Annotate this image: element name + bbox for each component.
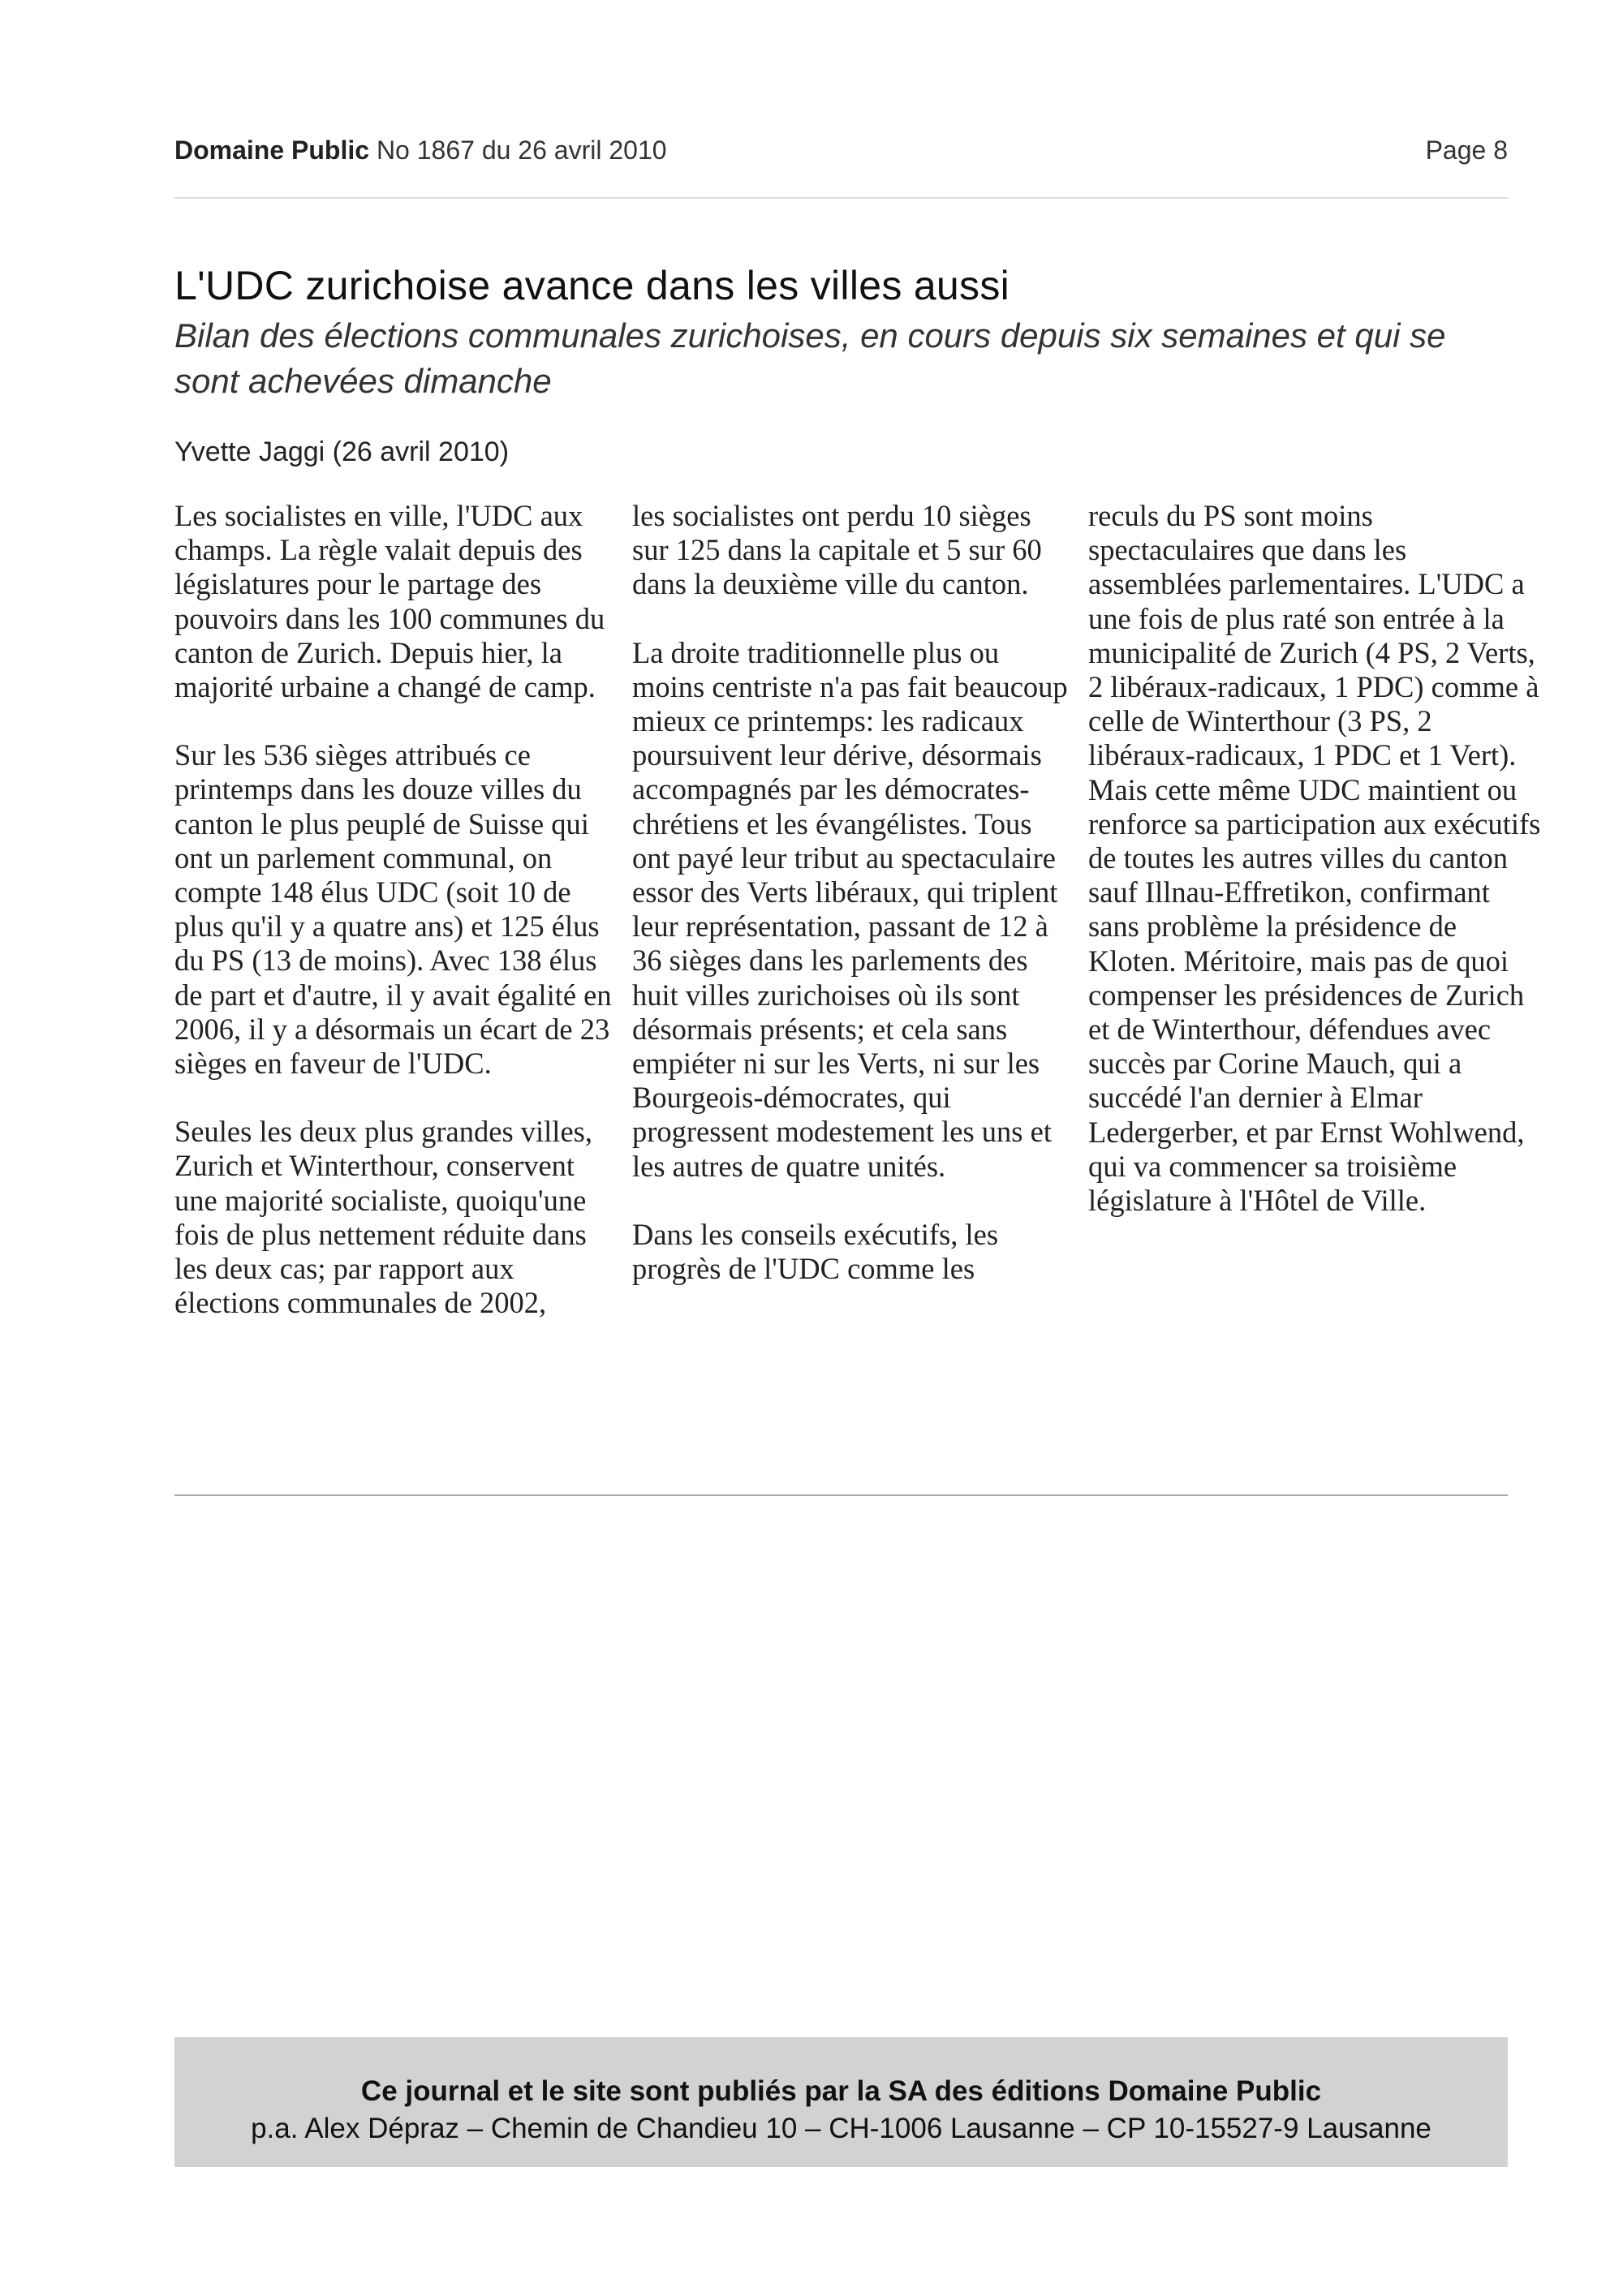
paragraph: reculs du PS sont moins spectaculaires que dans les assemblées parlementaires. L'UDC a une fois de plus raté son entrée à la municipalité de Zurich (4 PS, 2 Verts, 2 libéraux-radicaux, 1 PDC) comme à celle de Winterthour (3 PS, 2 libéraux-radicaux, 1 PDC et 1 Vert). Mais cette même UDC maintient ou renforce sa participation aux exécutifs de toutes les autres villes du canton sauf Illnau-Effretikon, confirmant sans problème la présidence de Kloten. Méritoire, mais pas de quoi compenser les présidences de Zurich et de Winterthour, défendues avec succès par Corine Mauch, qui a succédé l'an dernier à Elmar Ledergerber, et par Ernst Wohlwend, qui va commencer sa troisième législature à l'Hôtel de Ville.: [1088, 499, 1541, 1218]
paragraph: les socialistes ont perdu 10 sièges sur 125 dans la capitale et 5 sur 60 dans la deuxième ville du canton.: [632, 499, 1042, 601]
article-column-1: [174, 499, 613, 1354]
paragraph: Les socialistes en ville, l'UDC aux champs. La règle valait depuis des législatures pour le partage des pouvoirs dans les 100 communes du canton de Zurich. Depuis hier, la majorité urbaine a changé de camp.: [174, 499, 605, 704]
publisher-footer: [174, 2037, 1508, 2167]
paragraph: La droite traditionnelle plus ou moins centriste n'a pas fait beaucoup mieux ce printemps: les radicaux poursuivent leur dérive, désormais accompagnés par les démocrates-chrétiens et les évangélistes. Tous ont payé leur tribut au spectaculaire essor des Verts libéraux, qui triplent leur représentation, passant de 12 à 36 sièges dans les parlements des huit villes zurichoises où ils sont désormais présents; et cela sans empiéter ni sur les Verts, ni sur les Bourgeois-démocrates, qui progressent modestement les uns et les autres de quatre unités.: [632, 635, 1068, 1183]
paragraph: Dans les conseils exécutifs, les progrès de l'UDC comme les: [632, 1217, 999, 1286]
article-title: L'UDC zurichoise avance dans les villes aussi: [174, 263, 1010, 308]
page-header: [174, 130, 1508, 170]
header-divider: [174, 197, 1508, 199]
article-end-divider: [174, 1494, 1508, 1496]
paragraph: Seules les deux plus grandes villes, Zurich et Winterthour, conservent une majorité socialiste, quoiqu'une fois de plus nettement réduite dans les deux cas; par rapport aux élections communales de 2002,: [174, 1115, 592, 1320]
page-number: Page 8: [1425, 135, 1508, 165]
article-column-2: [632, 499, 1070, 1320]
publication-name: Domaine Public: [174, 135, 370, 165]
footer-address: p.a. Alex Dépraz – Chemin de Chandieu 10 – CH-1006 Lausanne – CP 10-15527-9 Lausanne: [251, 2113, 1431, 2144]
article-byline: Yvette Jaggi (26 avril 2010): [174, 436, 510, 467]
article-column-3: [1088, 499, 1543, 1252]
footer-publisher: Ce journal et le site sont publiés par la SA des éditions Domaine Public: [360, 2075, 1322, 2107]
article-subtitle: Bilan des élections communales zurichoises, en cours depuis six semaines et qui se sont achevées dimanche: [174, 316, 1446, 400]
issue-info: No 1867 du 26 avril 2010: [376, 135, 667, 165]
paragraph: Sur les 536 sièges attribués ce printemps dans les douze villes du canton le plus peuplé de Suisse qui ont un parlement communal, on compte 148 élus UDC (soit 10 de plus qu'il y a quatre ans) et 125 élus du PS (13 de moins). Avec 138 élus de part et d'autre, il y avait égalité en 2006, il y a désormais un écart de 23 sièges en faveur de l'UDC.: [174, 738, 612, 1081]
